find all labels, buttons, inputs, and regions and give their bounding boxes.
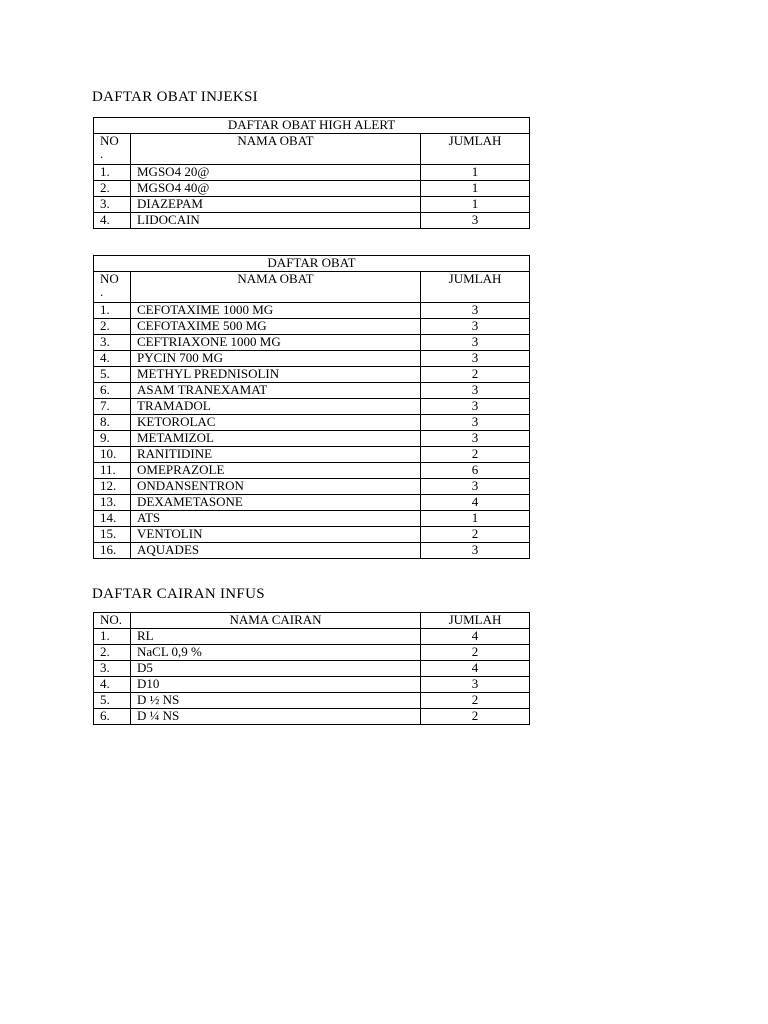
obat-title: DAFTAR OBAT xyxy=(94,256,530,272)
row-name: MGSO4 20@ xyxy=(131,165,421,181)
row-qty: 3 xyxy=(421,303,530,319)
row-number: 4. xyxy=(94,351,131,367)
row-number: 5. xyxy=(94,367,131,383)
col-qty-header: JUMLAH xyxy=(421,613,530,629)
row-number: 7. xyxy=(94,399,131,415)
table-row xyxy=(94,383,530,399)
row-qty: 3 xyxy=(421,543,530,559)
row-qty: 2 xyxy=(421,645,530,661)
row-number: 8. xyxy=(94,415,131,431)
row-name: CEFTRIAXONE 1000 MG xyxy=(131,335,421,351)
row-name: OMEPRAZOLE xyxy=(131,463,421,479)
row-name: CEFOTAXIME 500 MG xyxy=(131,319,421,335)
table-row xyxy=(94,335,530,351)
high-alert-title: DAFTAR OBAT HIGH ALERT xyxy=(94,118,530,134)
table-header-row xyxy=(94,613,530,629)
row-name: D ¼ NS xyxy=(131,709,421,725)
row-qty: 3 xyxy=(421,335,530,351)
col-qty-header: JUMLAH xyxy=(421,134,530,165)
row-number: 13. xyxy=(94,495,131,511)
row-number: 4. xyxy=(94,213,131,229)
row-qty: 3 xyxy=(421,399,530,415)
cairan-heading: DAFTAR CAIRAN INFUS xyxy=(92,586,265,602)
row-name: PYCIN 700 MG xyxy=(131,351,421,367)
row-qty: 2 xyxy=(421,693,530,709)
obat-table xyxy=(93,255,530,559)
row-qty: 3 xyxy=(421,383,530,399)
row-qty: 1 xyxy=(421,181,530,197)
row-number: 16. xyxy=(94,543,131,559)
table-row xyxy=(94,645,530,661)
table-title-row xyxy=(94,256,530,272)
table-row xyxy=(94,527,530,543)
table-row xyxy=(94,165,530,181)
row-number: 2. xyxy=(94,181,131,197)
row-qty: 6 xyxy=(421,463,530,479)
table-row xyxy=(94,677,530,693)
row-qty: 3 xyxy=(421,351,530,367)
table-row xyxy=(94,479,530,495)
row-name: ONDANSENTRON xyxy=(131,479,421,495)
row-number: 1. xyxy=(94,165,131,181)
row-qty: 4 xyxy=(421,629,530,645)
row-name: TRAMADOL xyxy=(131,399,421,415)
row-name: RL xyxy=(131,629,421,645)
table-row xyxy=(94,351,530,367)
table-header-row xyxy=(94,134,530,165)
col-name-header: NAMA OBAT xyxy=(131,272,421,303)
row-name: VENTOLIN xyxy=(131,527,421,543)
row-number: 6. xyxy=(94,709,131,725)
row-number: 3. xyxy=(94,661,131,677)
row-qty: 4 xyxy=(421,661,530,677)
page-title: DAFTAR OBAT INJEKSI xyxy=(92,89,258,105)
row-qty: 3 xyxy=(421,431,530,447)
col-no-header: NO . xyxy=(94,272,131,303)
col-qty-header: JUMLAH xyxy=(421,272,530,303)
row-name: DIAZEPAM xyxy=(131,197,421,213)
col-name-header: NAMA OBAT xyxy=(131,134,421,165)
row-name: METAMIZOL xyxy=(131,431,421,447)
table-row xyxy=(94,213,530,229)
row-name: ASAM TRANEXAMAT xyxy=(131,383,421,399)
row-number: 3. xyxy=(94,197,131,213)
row-name: RANITIDINE xyxy=(131,447,421,463)
row-number: 4. xyxy=(94,677,131,693)
row-number: 2. xyxy=(94,319,131,335)
row-number: 6. xyxy=(94,383,131,399)
cairan-table xyxy=(93,612,530,725)
row-number: 10. xyxy=(94,447,131,463)
row-qty: 3 xyxy=(421,319,530,335)
row-number: 3. xyxy=(94,335,131,351)
row-name: D ½ NS xyxy=(131,693,421,709)
row-qty: 2 xyxy=(421,447,530,463)
col-no-header: NO. xyxy=(94,613,131,629)
row-number: 12. xyxy=(94,479,131,495)
row-name: NaCL 0,9 % xyxy=(131,645,421,661)
row-name: D5 xyxy=(131,661,421,677)
table-header-row xyxy=(94,272,530,303)
row-qty: 1 xyxy=(421,165,530,181)
row-name: LIDOCAIN xyxy=(131,213,421,229)
row-qty: 2 xyxy=(421,709,530,725)
table-row xyxy=(94,463,530,479)
row-number: 1. xyxy=(94,303,131,319)
row-number: 15. xyxy=(94,527,131,543)
table-row xyxy=(94,399,530,415)
row-qty: 4 xyxy=(421,495,530,511)
table-row xyxy=(94,447,530,463)
table-title-row xyxy=(94,118,530,134)
row-name: AQUADES xyxy=(131,543,421,559)
row-name: DEXAMETASONE xyxy=(131,495,421,511)
table-row xyxy=(94,181,530,197)
table-row xyxy=(94,543,530,559)
row-name: CEFOTAXIME 1000 MG xyxy=(131,303,421,319)
table-row xyxy=(94,367,530,383)
row-qty: 2 xyxy=(421,367,530,383)
row-name: ATS xyxy=(131,511,421,527)
row-number: 14. xyxy=(94,511,131,527)
row-name: METHYL PREDNISOLIN xyxy=(131,367,421,383)
row-number: 9. xyxy=(94,431,131,447)
table-row xyxy=(94,495,530,511)
table-row xyxy=(94,415,530,431)
row-name: KETOROLAC xyxy=(131,415,421,431)
row-qty: 3 xyxy=(421,479,530,495)
table-row xyxy=(94,511,530,527)
row-qty: 3 xyxy=(421,213,530,229)
table-row xyxy=(94,431,530,447)
row-qty: 3 xyxy=(421,415,530,431)
table-row xyxy=(94,197,530,213)
row-name: MGSO4 40@ xyxy=(131,181,421,197)
table-row xyxy=(94,629,530,645)
high-alert-table xyxy=(93,117,530,229)
row-number: 2. xyxy=(94,645,131,661)
col-no-header: NO . xyxy=(94,134,131,165)
table-row xyxy=(94,319,530,335)
row-qty: 1 xyxy=(421,511,530,527)
table-row xyxy=(94,693,530,709)
row-number: 5. xyxy=(94,693,131,709)
col-name-header: NAMA CAIRAN xyxy=(131,613,421,629)
row-number: 11. xyxy=(94,463,131,479)
row-qty: 3 xyxy=(421,677,530,693)
row-qty: 2 xyxy=(421,527,530,543)
table-row xyxy=(94,661,530,677)
table-row xyxy=(94,709,530,725)
row-number: 1. xyxy=(94,629,131,645)
table-row xyxy=(94,303,530,319)
row-qty: 1 xyxy=(421,197,530,213)
row-name: D10 xyxy=(131,677,421,693)
